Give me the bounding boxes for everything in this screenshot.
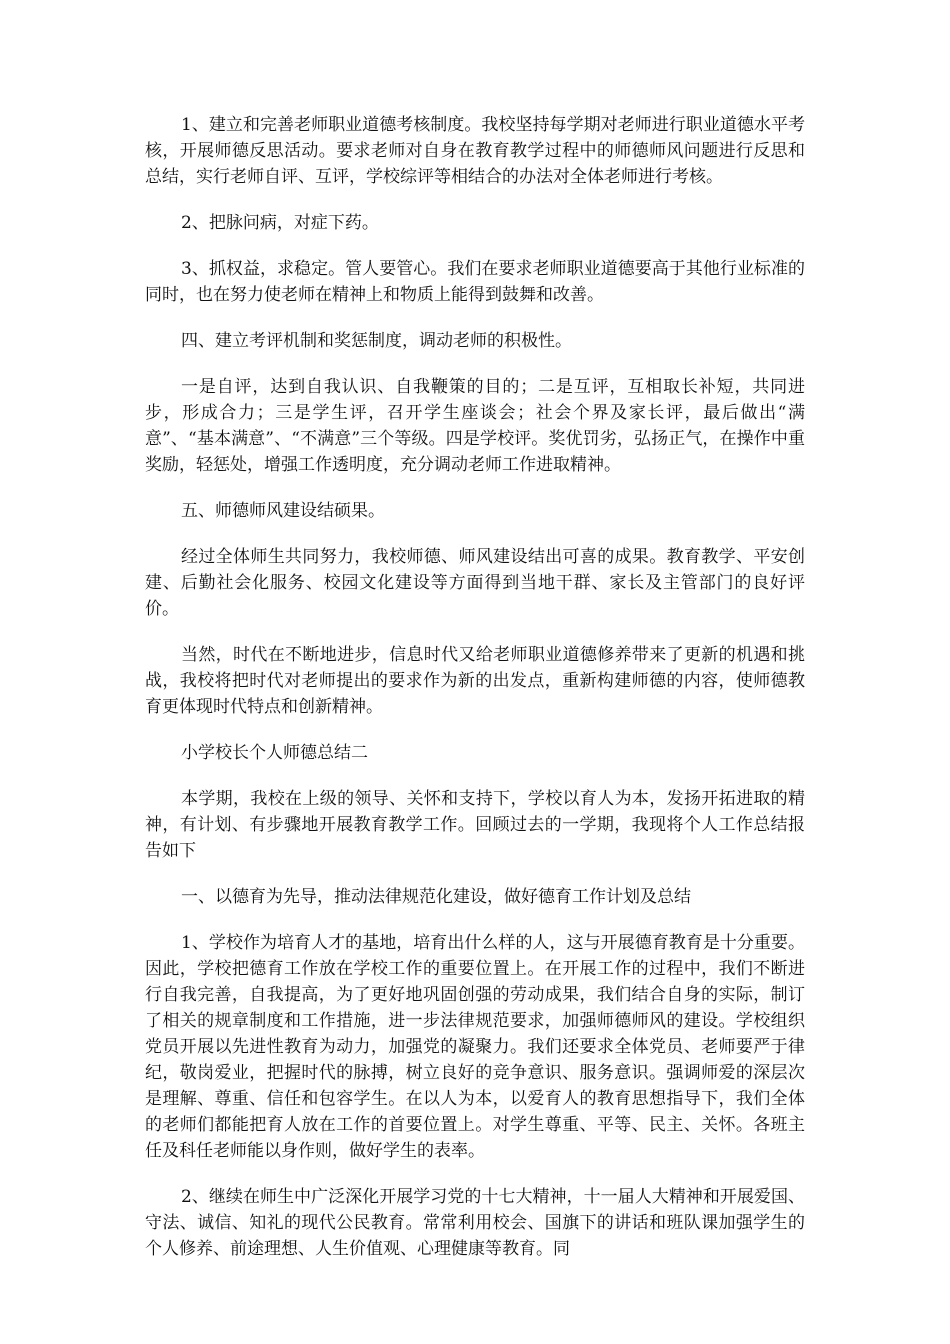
section-heading-four: 四、建立考评机制和奖惩制度，调动老师的积极性。 — [181, 331, 572, 351]
document-subtitle: 小学校长个人师德总结二 — [181, 743, 368, 763]
section-heading-five: 五、师德师风建设结硕果。 — [181, 501, 385, 521]
paragraph-achievements: 经过全体师生共同努力，我校师德、师风建设结出可喜的成果。教育教学、平安创建、后勤社会化服务、校园文化建设等方面得到当地干群、家长及主管部门的良好评价。 — [145, 547, 805, 619]
paragraph-intro: 本学期，我校在上级的领导、关怀和支持下，学校以育人为本，发扬开拓进取的精神，有计划、有步骤地开展教育教学工作。回顾过去的一学期，我现将个人工作总结报告如下 — [145, 789, 805, 861]
document-body — [145, 112, 805, 1282]
paragraph-party-study: 2、继续在师生中广泛深化开展学习党的十七大精神，十一届人大精神和开展爱国、守法、诚信、知礼的现代公民教育。常常利用校会、国旗下的讲话和班队课加强学生的个人修养、前途理想、人生价值观、心理健康等教育。同 — [145, 1187, 805, 1259]
paragraph-moral-education: 1、学校作为培育人才的基地，培育出什么样的人，这与开展德育教育是十分重要。因此，学校把德育工作放在学校工作的重要位置上。在开展工作的过程中，我们不断进行自我完善，自我提高，为了更好地巩固创强的劳动成果，我们结合自身的实际，制订了相关的规章制度和工作措施，进一步法律规范要求，加强师德师风的建设。学校组织党员开展以先进性教育为动力，加强党的凝聚力。我们还要求全体党员、老师要严于律纪，敬岗爱业，把握时代的脉搏，树立良好的竞争意识、服务意识。强调师爱的深层次是理解、尊重、信任和包容学生。在以人为本，以爱育人的教育思想指导下，我们全体的老师们都能把育人放在工作的首要位置上。对学生尊重、平等、民主、关怀。各班主任及科任老师能以身作则，做好学生的表率。 — [145, 933, 805, 1161]
paragraph-evaluation-methods: 一是自评，达到自我认识、自我鞭策的目的；二是互评，互相取长补短，共同进步，形成合力；三是学生评，召开学生座谈会；社会个界及家长评，最后做出“满意”、“基本满意”、“不满意”三个等级。四是学校评。奖优罚劣，弘扬正气，在操作中重奖励，轻惩处，增强工作透明度，充分调动老师工作进取精神。 — [145, 377, 805, 475]
paragraph-evaluation-system: 1、建立和完善老师职业道德考核制度。我校坚持每学期对老师进行职业道德水平考核，开展师德反思活动。要求老师对自身在教育教学过程中的师德师风问题进行反思和总结，实行老师自评、互评，学校综评等相结合的办法对全体老师进行考核。 — [145, 115, 805, 187]
paragraph-challenges: 当然，时代在不断地进步，信息时代又给老师职业道德修养带来了更新的机遇和挑战，我校将把时代对老师提出的要求作为新的出发点，重新构建师德的内容，使师德教育更体现时代特点和创新精神。 — [145, 645, 805, 717]
paragraph-diagnose: 2、把脉问病，对症下药。 — [181, 213, 379, 233]
section-heading-one: 一、以德育为先导，推动法律规范化建设，做好德育工作计划及总结 — [181, 887, 691, 907]
paragraph-rights-stability: 3、抓权益，求稳定。管人要管心。我们在要求老师职业道德要高于其他行业标准的同时，也在努力使老师在精神上和物质上能得到鼓舞和改善。 — [145, 259, 805, 305]
